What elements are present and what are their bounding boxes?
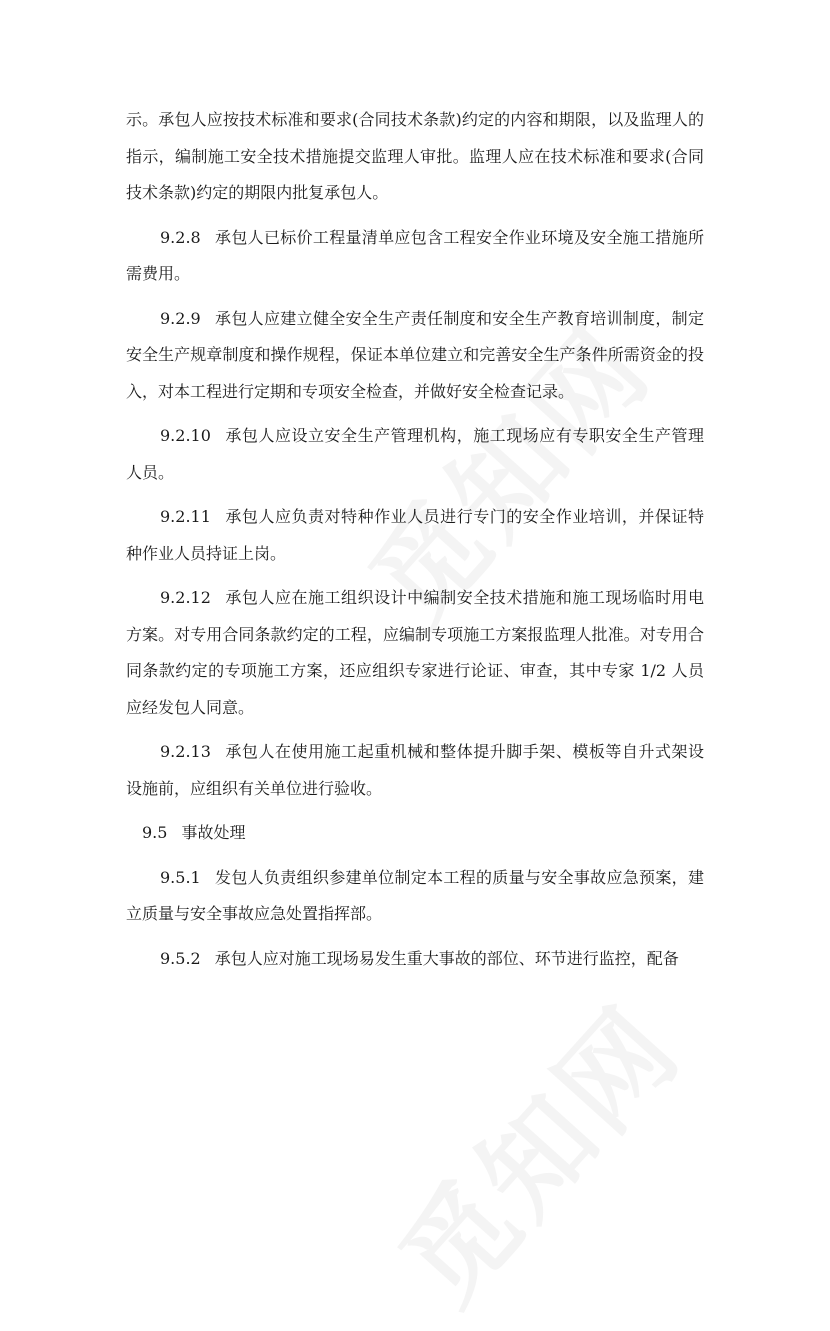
paragraph-continuation [126, 102, 704, 212]
clause-9-2-9 [126, 301, 704, 411]
clause-text: 承包人已标价工程量清单应包含工程安全作业环境及安全施工措施所需费用。 [126, 227, 704, 283]
clause-text: 承包人应建立健全安全生产责任制度和安全生产教育培训制度，制定安全生产规章制度和操作规程，保证本单位建立和完善安全生产条件所需资金的投入，对本工程进行定期和专项安全检查，并做好安全检查记录。 [126, 308, 704, 401]
clause-text: 承包人应在施工组织设计中编制安全技术措施和施工现场临时用电方案。对专用合同条款约定的工程，应编制专项施工方案报监理人批准。对专用合同条款约定的专项施工方案，还应组织专家进行论证、审查，其中专家 1/2 人员应经发包人同意。 [126, 588, 704, 717]
section-number: 9.5 [142, 823, 168, 842]
clause-9-2-12 [126, 580, 704, 726]
watermark [359, 967, 709, 1331]
clause-number: 9.2.13 [160, 742, 211, 761]
document-body [126, 102, 704, 985]
paragraph-text: 示。承包人应按技术标准和要求(合同技术条款)约定的内容和期限，以及监理人的指示，编制施工安全技术措施提交监理人审批。监理人应在技术标准和要求(合同技术条款)约定的期限内批复承包人。 [126, 110, 704, 202]
clause-text: 承包人应负责对特种作业人员进行专门的安全作业培训，并保证特种作业人员持证上岗。 [126, 507, 704, 563]
clause-9-2-13 [126, 734, 704, 807]
clause-9-2-8 [126, 220, 704, 293]
clause-text: 承包人在使用施工起重机械和整体提升脚手架、模板等自升式架设设施前，应组织有关单位进行验收。 [126, 742, 704, 798]
clause-number: 9.5.1 [160, 867, 201, 887]
clause-9-2-11 [126, 499, 704, 572]
clause-number: 9.2.8 [160, 227, 201, 247]
section-title: 事故处理 [181, 823, 246, 842]
clause-number: 9.5.2 [160, 948, 201, 968]
clause-text: 发包人负责组织参建单位制定本工程的质量与安全事故应急预案，建立质量与安全事故应急处置指挥部。 [126, 867, 704, 923]
clause-number: 9.2.11 [160, 507, 211, 526]
clause-9-5-1 [126, 860, 704, 933]
clause-number: 9.2.10 [160, 426, 211, 445]
clause-number: 9.2.12 [160, 588, 211, 607]
clause-9-2-10 [126, 418, 704, 491]
clause-9-5-2 [126, 941, 704, 978]
clause-text: 承包人应设立安全生产管理机构，施工现场应有专职安全生产管理人员。 [126, 426, 704, 482]
section-heading-9-5 [126, 815, 704, 852]
clause-text: 承包人应对施工现场易发生重大事故的部位、环节进行监控，配备 [214, 948, 679, 968]
clause-number: 9.2.9 [160, 308, 201, 328]
